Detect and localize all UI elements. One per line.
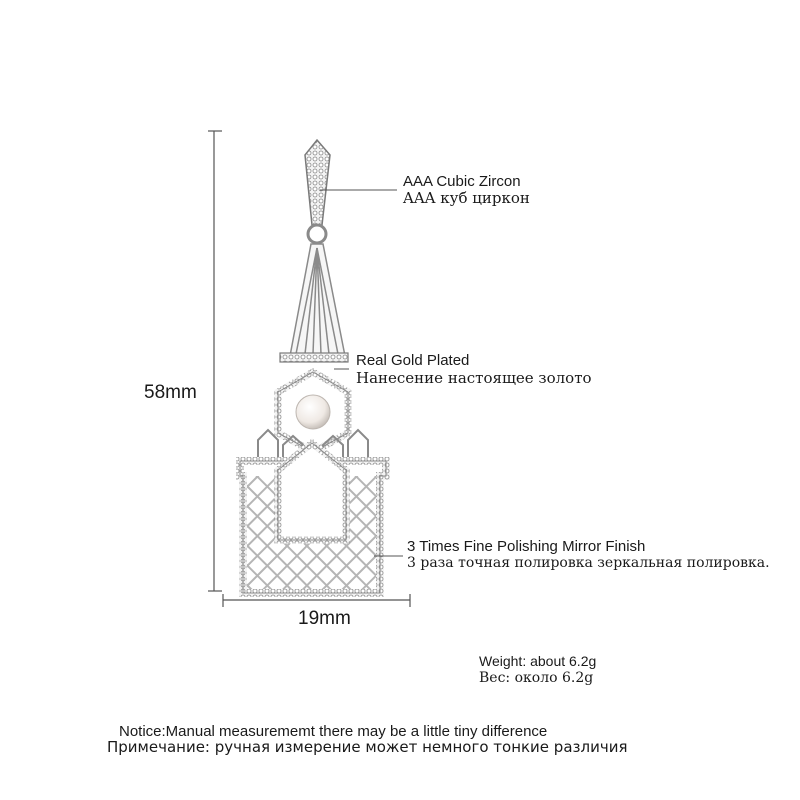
plating-label-en: Real Gold Plated	[356, 352, 470, 369]
weight-label-ru: Вес: около 6.2g	[479, 670, 594, 686]
finish-label-en: 3 Times Fine Polishing Mirror Finish	[407, 538, 646, 555]
pave-bar	[280, 353, 348, 362]
pearl	[296, 395, 330, 429]
fan-element	[290, 244, 345, 356]
zircon-label-en: AAA Cubic Zircon	[403, 173, 521, 190]
notice-ru: Примечание: ручная измерение может немного тонкие различия	[107, 738, 628, 756]
zircon-top-element	[305, 140, 330, 243]
finish-label-ru: 3 раза точная полировка зеркальная полировка.	[407, 555, 770, 571]
height-dimension-label: 58mm	[144, 382, 197, 403]
weight-label-en: Weight: about 6.2g	[479, 653, 597, 669]
width-dimension-label: 19mm	[298, 608, 351, 629]
plating-label-ru: Нанесение настоящее золото	[356, 369, 592, 387]
lattice-frame	[240, 443, 386, 593]
height-dimension-line	[208, 131, 222, 591]
zircon-label-ru: AAA куб циркон	[403, 189, 530, 207]
notice-en: Notice:Manual measurememt there may be a little tiny difference	[119, 723, 548, 740]
